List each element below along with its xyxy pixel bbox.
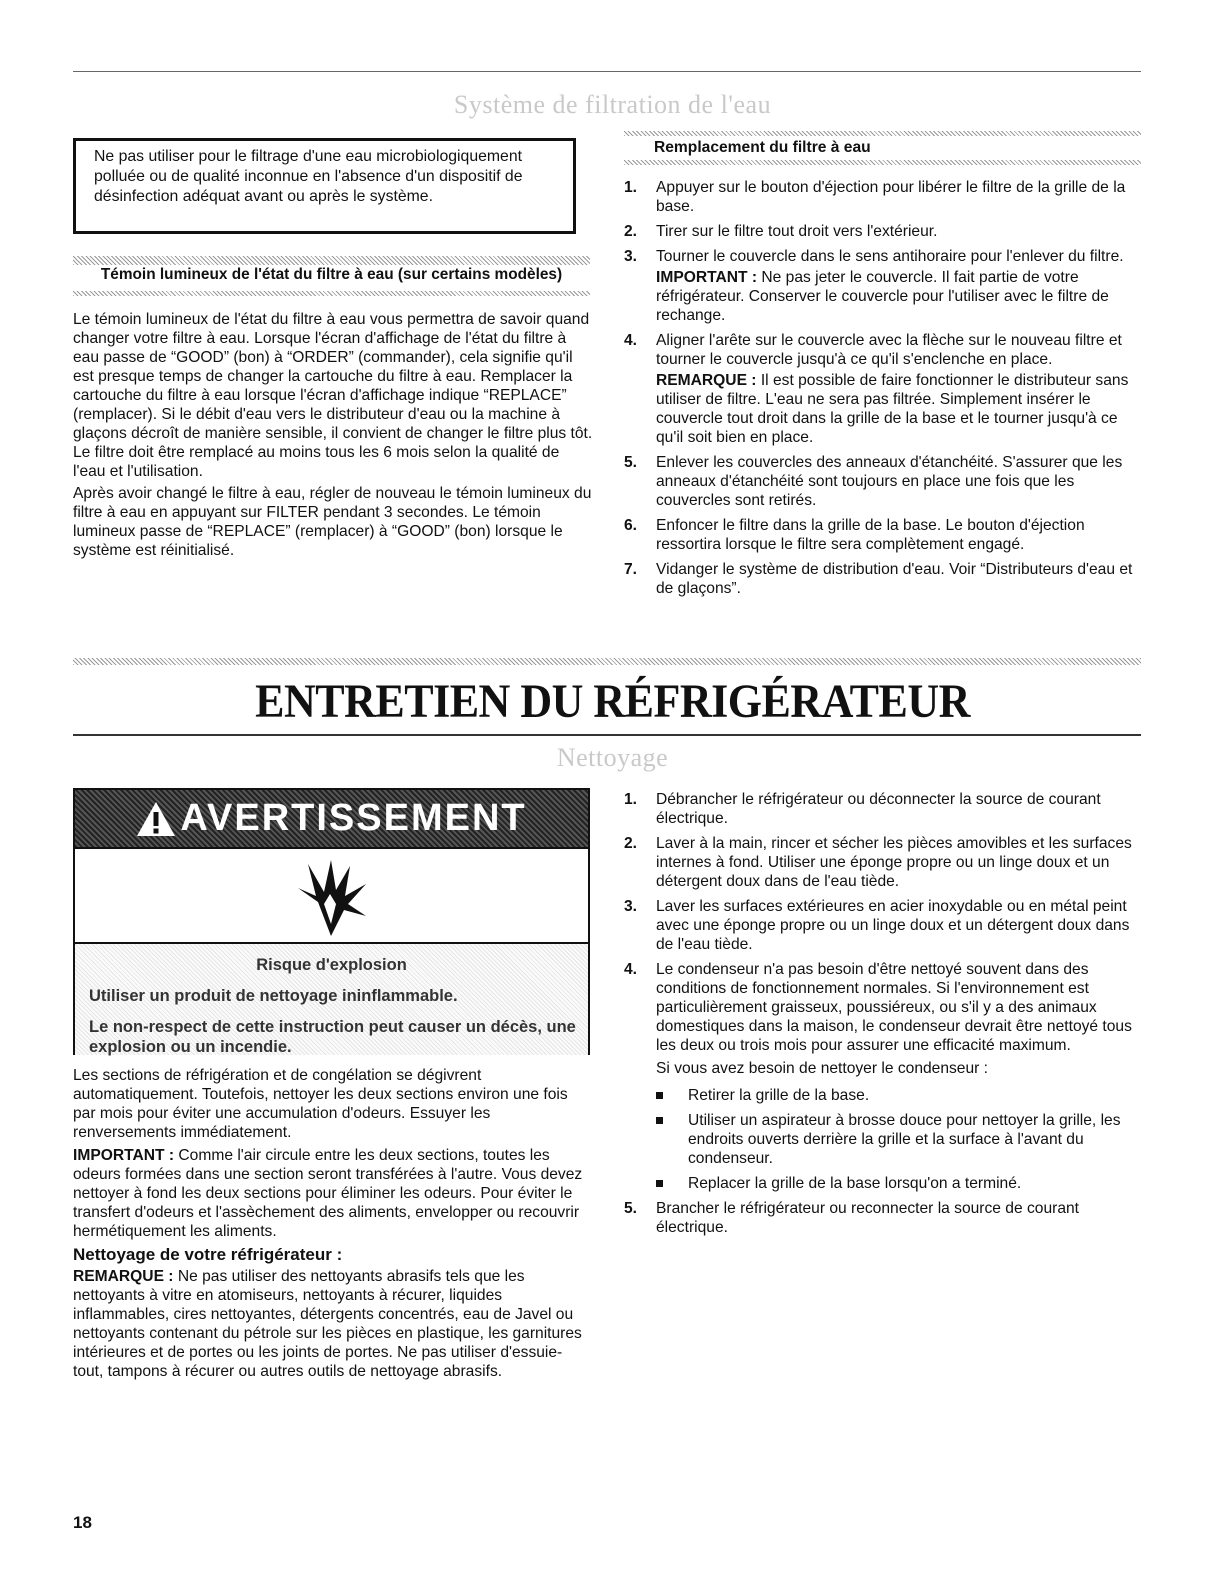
indicator-para1: Le témoin lumineux de l'état du filtre à eau vous permettra de savoir quand changer votre filtre à eau. Lorsque l'écran d'affichage de l'état du filtre à eau passe de “GOOD” (bon) à “ORDER” (commander), cela signifie qu'il est presque temps de changer la cartouche du filtre à eau. Remplacer la cartouche du filtre à eau lorsque l'écran d'affichage indique “REPLACE” (remplacer). Si le débit d'eau vers le distributeur d'eau ou la machine à glaçons décroît de manière sensible, il convient de changer le filtre plus tôt. Le filtre doit être remplacé au moins tous les 6 mois selon la qualité de l'eau et l'utilisation. [73,311,593,480]
remark-paragraph [73,1267,591,1381]
hatch-divider [624,160,1141,165]
step-text: Vidanger le système de distribution d'eau. Voir “Distributeurs d'eau et de glaçons”. [656,561,1133,597]
bullet-text: Utiliser un aspirateur à brosse douce pour nettoyer la grille, les endroits ouverts derrière la grille et la surface à l'avant du condenseur. [688,1112,1121,1167]
hazard-title: Risque d'explosion [256,956,407,974]
warning-header [75,790,588,847]
top-rule [73,71,1141,72]
step-number: 3. [624,898,638,915]
step-text: Enlever les couvercles des anneaux d'étanchéité. S'assurer que les anneaux d'étanchéité sont toujours en place une fois que les couvercles sont retirés. [656,454,1123,509]
title-rule [73,734,1141,736]
indicator-paragraph [73,310,593,560]
indicator-heading: Témoin lumineux de l'état du filtre à eau (sur certains modèles) [100,266,563,283]
section-title-filtration: Système de filtration de l'eau [453,90,772,119]
note-label: IMPORTANT : [656,269,758,286]
list-item [656,1086,1142,1105]
list-item [624,897,1142,954]
step-number: 4. [624,332,638,349]
step-text: Aligner l'arête sur le couvercle avec la flèche sur le nouveau filtre et tourner le couvercle jusqu'à ce qu'il s'enclenche en place. [656,332,1122,368]
step-text: Appuyer sur le bouton d'éjection pour libérer le filtre de la grille de la base. [656,179,1126,215]
warning-box [73,788,590,1055]
cleaning-subheading: Nettoyage de votre réfrigérateur : [73,1245,343,1264]
indicator-para2: Après avoir changé le filtre à eau, régler de nouveau le témoin lumineux du filtre à eau en appuyant sur FILTER pendant 3 secondes. Le témoin lumineux passe de “REPLACE” (remplacer) à “GOOD” (bon) lorsque le système est réinitialisé. [73,485,592,559]
step-number: 7. [624,561,638,578]
step-note: Si vous avez besoin de nettoyer le condenseur : [656,1060,989,1077]
list-item [624,178,1142,216]
list-item [624,453,1142,510]
note-text: Ne pas jeter le couvercle. Il fait partie de votre réfrigérateur. Conserver le couvercle pour l'utiliser avec le filtre de rechange. [656,269,1109,324]
step-text: Brancher le réfrigérateur ou reconnecter la source de courant électrique. [656,1200,1079,1236]
list-item [624,960,1142,1193]
remark-text: Ne pas utiliser des nettoyants abrasifs tels que les nettoyants à vitre en atomiseurs, nettoyants à récurer, liquides inflammables, cires nettoyantes, détergents concentrés, eau de Javel ou nettoyants contenant du pétrole sur les pièces en plastique, les garnitures intérieures et de portes ou les joints de portes. Ne pas utiliser d'essuie-tout, tampons à récurer ou autres outils de nettoyage abrasifs. [73,1268,582,1380]
step-number: 2. [624,223,638,240]
step-text: Débrancher le réfrigérateur ou déconnecter la source de courant électrique. [656,791,1101,827]
page-number: 18 [73,1513,92,1532]
list-item [656,1111,1142,1168]
condenser-bullets [656,1086,1142,1193]
bullet-square-icon [656,1092,663,1099]
replacement-steps [624,178,1142,604]
list-item [624,834,1142,891]
hatch-divider [624,131,1141,136]
list-item [624,331,1142,447]
step-number: 3. [624,248,638,265]
note-text: Il est possible de faire fonctionner le distributeur sans utiliser de filtre. L'eau ne sera pas filtrée. Simplement insérer le couvercle tout droit dans la grille de la base et le tourner jusqu'à ce qu'il soit bien en place. [656,372,1129,446]
step-number: 5. [624,1200,638,1217]
step-text: Laver les surfaces extérieures en acier inoxydable ou en métal peint avec une éponge propre ou un linge doux et un détergent doux dans de l'eau tiède. [656,898,1130,953]
step-number: 1. [624,179,638,196]
step-text: Le condenseur n'a pas besoin d'être nettoyé souvent dans des conditions de fonctionnement normales. Si l'environnement est particulièrement graisseux, poussiéreux, ou s'il y a des animaux domestiques dans la maison, le condenseur devrait être nettoyé tous les deux ou trois mois pour assurer une efficacité maximum. [656,961,1132,1054]
important-text: Comme l'air circule entre les deux sections, toutes les odeurs formées dans une section seront transférées à l'autre. Vous devez nettoyer à fond les deux sections pour éliminer les odeurs. Pour éviter le transfert d'odeurs et l'assèchement des aliments, envelopper ou recouvrir hermétiquement les aliments. [73,1147,583,1240]
warning-separator [75,847,588,849]
list-item [624,1199,1142,1237]
bullet-text: Retirer la grille de la base. [688,1087,870,1104]
list-item [624,516,1142,554]
warning-line1: Utiliser un produit de nettoyage ininflammable. [89,987,458,1005]
signal-word: AVERTISSEMENT [180,797,527,839]
step-number: 5. [624,454,638,471]
cleaning-para1: Les sections de réfrigération et de congélation se dégivrent automatiquement. Toutefois, nettoyer les deux sections environ une fois par mois pour éviter une accumulation d'odeurs. Essuyer les renversements immédiatement. [73,1067,568,1141]
step-number: 6. [624,517,638,534]
step-note [656,268,1142,325]
step-text: Laver à la main, rincer et sécher les pièces amovibles et les surfaces internes à fond. Utiliser une éponge propre ou un linge doux et un détergent doux dans de l'eau tiède. [656,835,1132,890]
list-item [624,560,1142,598]
step-text: Tirer sur le filtre tout droit vers l'extérieur. [656,223,938,240]
warning-triangle-icon [136,801,176,837]
list-item [624,790,1142,828]
notice-box [73,138,576,234]
step-text: Tourner le couvercle dans le sens antihoraire pour l'enlever du filtre. [656,248,1124,265]
bullet-square-icon [656,1180,663,1187]
replacement-heading: Remplacement du filtre à eau [654,139,871,156]
section-title-cleaning: Nettoyage [556,743,669,772]
important-label: IMPORTANT : [73,1147,175,1164]
step-number: 4. [624,961,638,978]
step-number: 2. [624,835,638,852]
cleaning-steps [624,790,1142,1243]
notice-text: Ne pas utiliser pour le filtrage d'une eau microbiologiquement polluée ou de qualité inconnue en l'absence d'un dispositif de désinfection adéquat avant ou après le système. [94,148,523,205]
warning-line2: Le non-respect de cette instruction peut causer un décès, une explosion ou un incendie. [89,1018,576,1056]
remark-label: REMARQUE : [73,1268,174,1285]
note-label: REMARQUE : [656,372,757,389]
list-item [624,222,1142,241]
hatch-divider [73,256,590,265]
explosion-icon [288,858,374,940]
step-number: 1. [624,791,638,808]
list-item [624,247,1142,325]
step-text: Enfoncer le filtre dans la grille de la base. Le bouton d'éjection ressortira lorsque le filtre sera complètement engagé. [656,517,1085,553]
important-paragraph [73,1146,591,1241]
step-note [656,371,1142,447]
cleaning-left-text [73,1066,591,1381]
warning-message [75,944,588,1055]
hatch-divider [73,291,590,296]
main-title: ENTRETIEN DU RÉFRIGÉRATEUR [255,675,970,728]
bullet-text: Replacer la grille de la base lorsqu'on a terminé. [688,1175,1022,1192]
bullet-square-icon [656,1117,663,1124]
list-item [656,1174,1142,1193]
hatch-divider [73,658,1141,665]
